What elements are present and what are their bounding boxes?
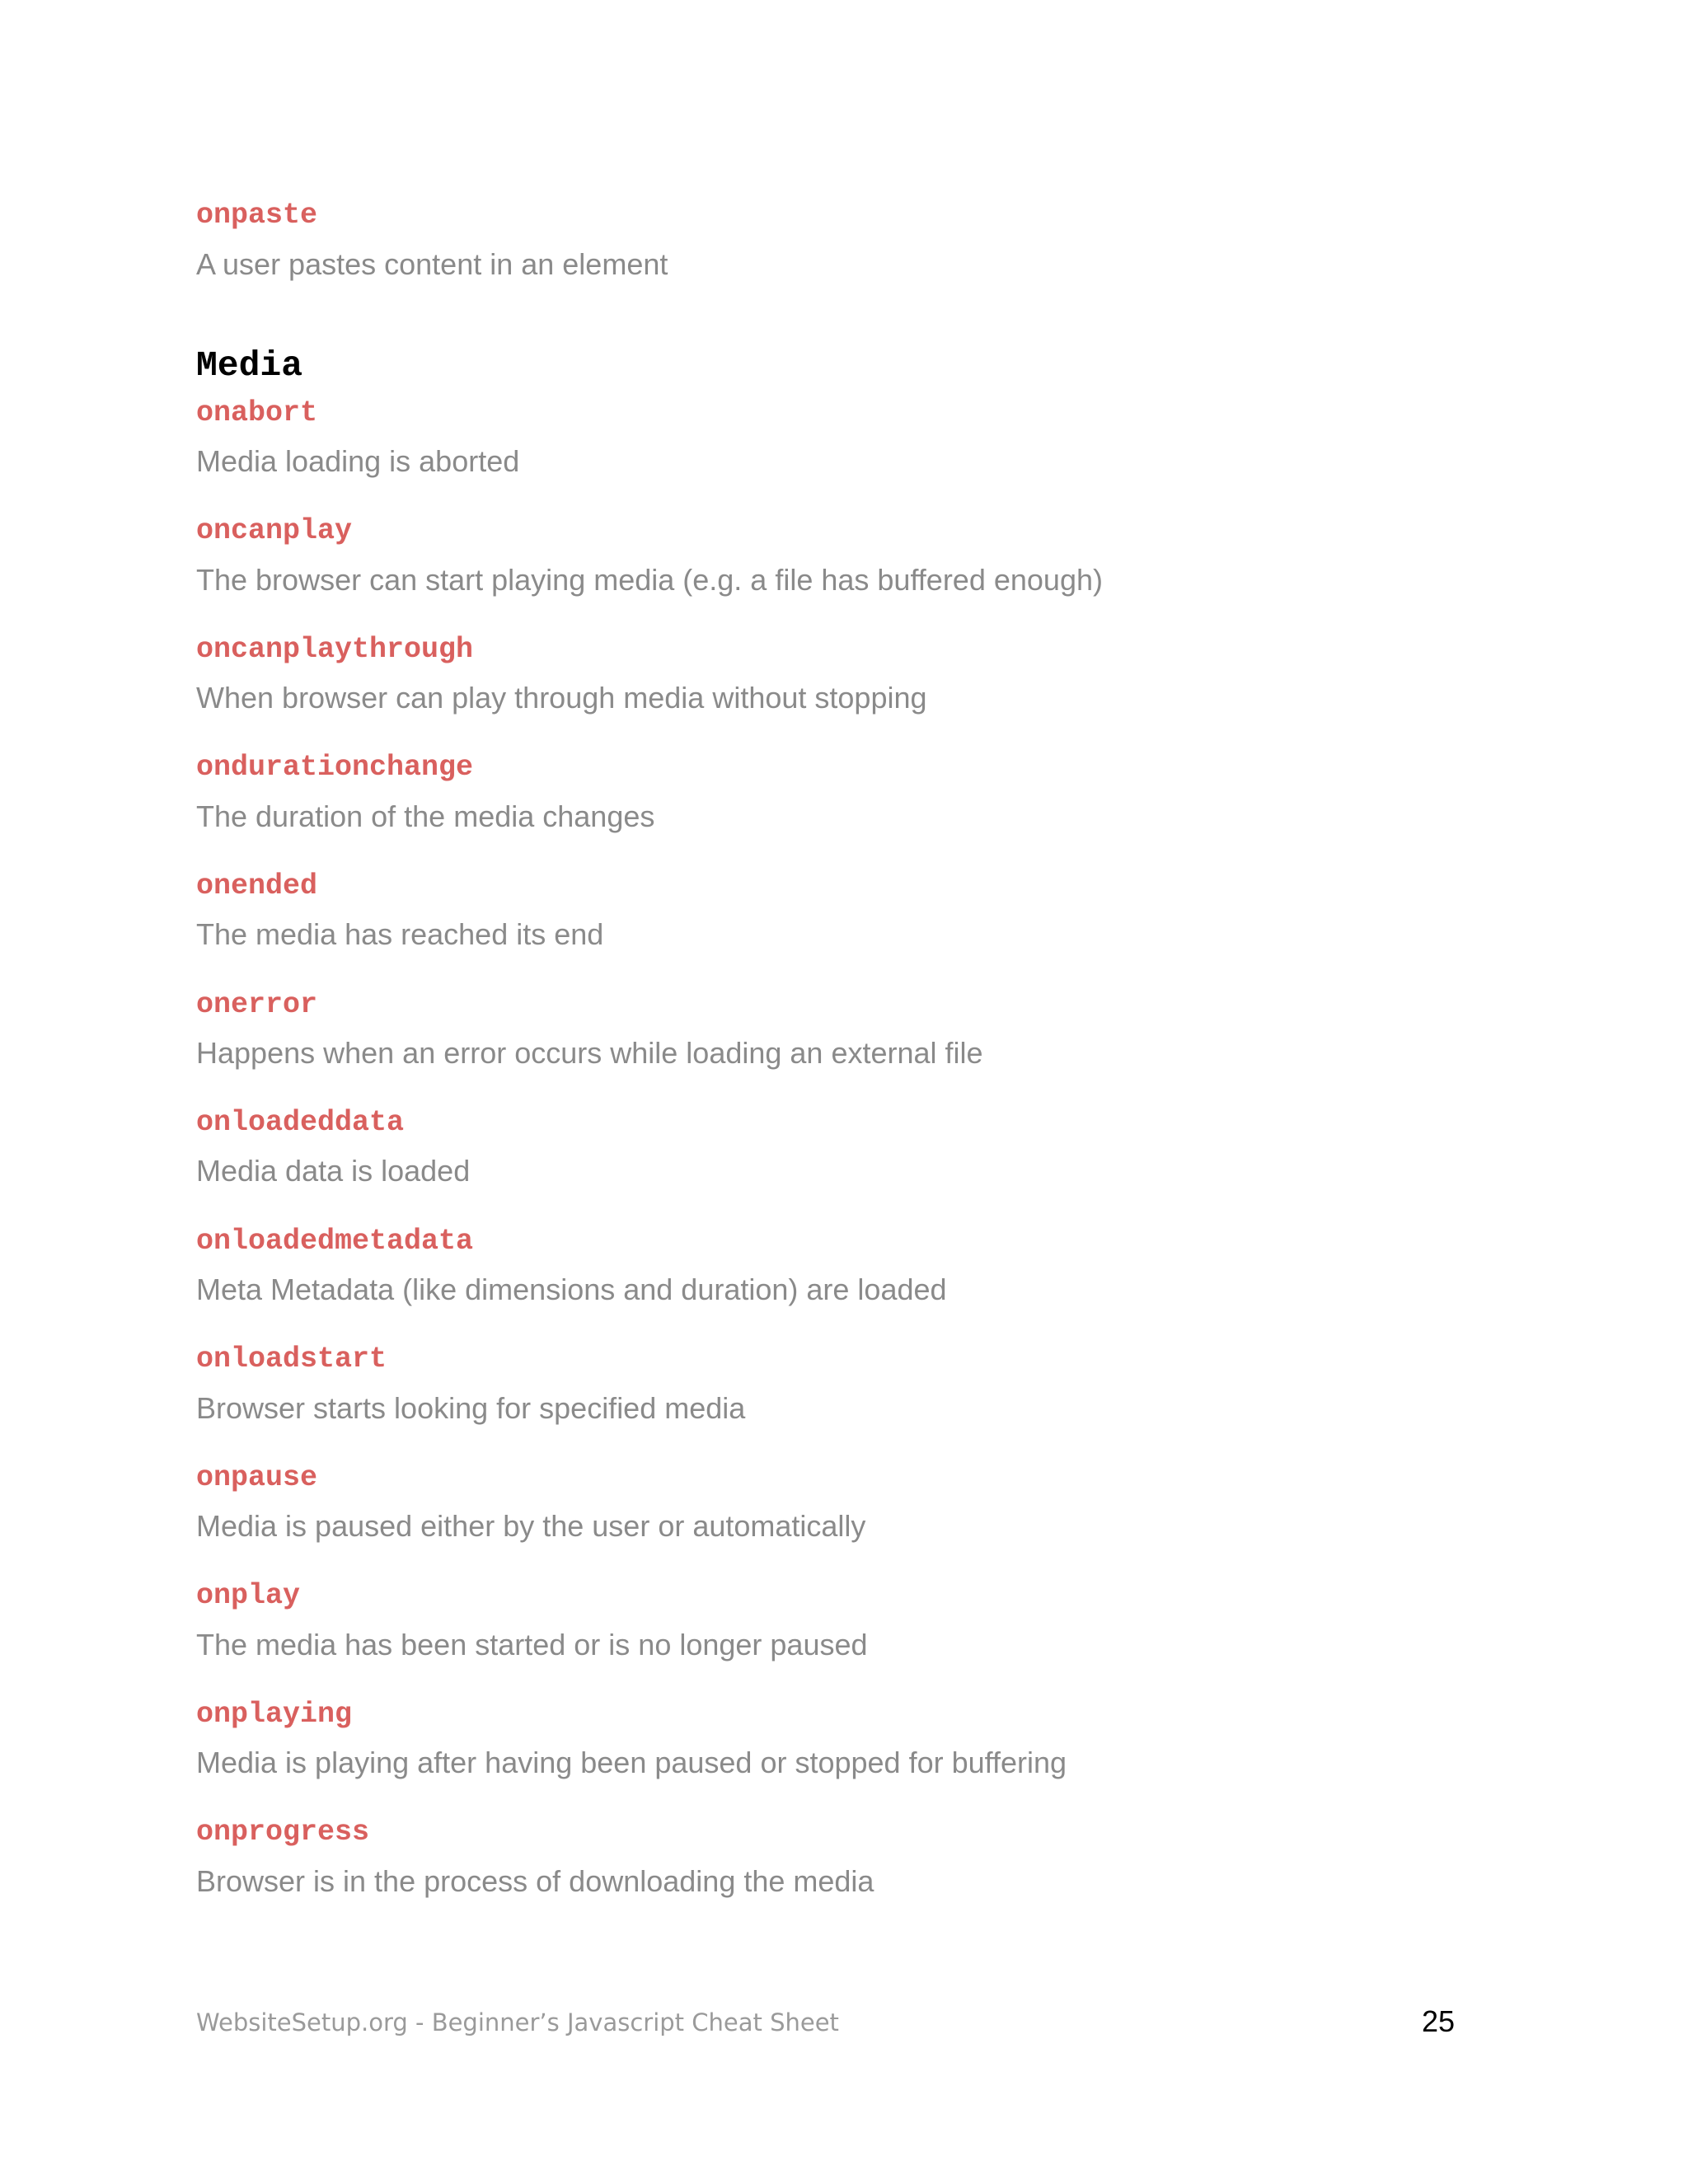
event-description: The media has been started or is no longer paused bbox=[196, 1628, 868, 1661]
event-description: Media is paused either by the user or automatically bbox=[196, 1509, 866, 1543]
event-name: onpause bbox=[196, 1461, 318, 1494]
footer-text: WebsiteSetup.org - Beginner’s Javascript Cheat Sheet bbox=[196, 2008, 839, 2036]
event-description: Media data is loaded bbox=[196, 1154, 471, 1188]
event-description: Media is playing after having been paused or stopped for buffering bbox=[196, 1746, 1067, 1779]
page-number: 25 bbox=[1422, 2004, 1456, 2038]
event-description: Media loading is aborted bbox=[196, 444, 520, 478]
event-description: Meta Metadata (like dimensions and duration) are loaded bbox=[196, 1272, 947, 1306]
event-name: onplaying bbox=[196, 1698, 353, 1731]
event-name: oncanplay bbox=[196, 514, 353, 547]
event-name: onprogress bbox=[196, 1816, 370, 1849]
event-description: Browser is in the process of downloading the media bbox=[196, 1864, 874, 1898]
event-description-onpaste: A user pastes content in an element bbox=[196, 247, 668, 281]
event-description: Browser starts looking for specified media bbox=[196, 1391, 746, 1425]
event-name-onpaste: onpaste bbox=[196, 199, 318, 232]
event-description: The duration of the media changes bbox=[196, 799, 655, 833]
event-name: onabort bbox=[196, 396, 318, 429]
event-name: onerror bbox=[196, 988, 318, 1021]
event-description: The media has reached its end bbox=[196, 917, 604, 951]
event-name: ondurationchange bbox=[196, 751, 474, 784]
event-description: Happens when an error occurs while loading an external file bbox=[196, 1036, 983, 1070]
section-heading-media: Media bbox=[196, 345, 303, 386]
event-name: oncanplaythrough bbox=[196, 633, 474, 666]
event-name: onloadeddata bbox=[196, 1106, 405, 1139]
event-description: When browser can play through media without stopping bbox=[196, 681, 927, 715]
event-name: onended bbox=[196, 869, 318, 902]
event-name: onloadstart bbox=[196, 1343, 387, 1376]
event-description: The browser can start playing media (e.g. a file has buffered enough) bbox=[196, 563, 1103, 597]
event-name: onplay bbox=[196, 1579, 301, 1612]
event-name: onloadedmetadata bbox=[196, 1225, 474, 1258]
